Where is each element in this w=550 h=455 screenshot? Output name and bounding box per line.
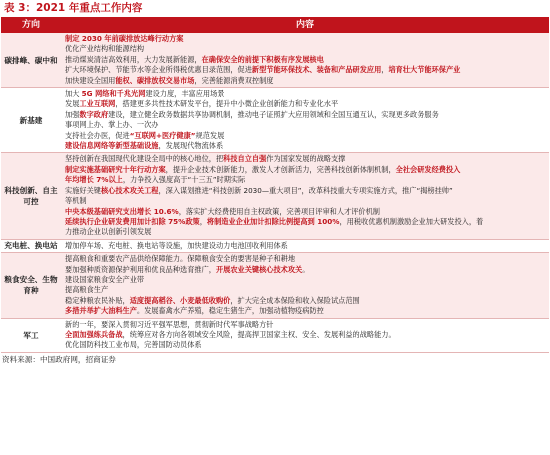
highlight-text: 延续执行企业研发费用加计扣除 75%政策 [65, 216, 200, 226]
highlight-text: 将制造业企业加计扣除比例提高到 100% [206, 216, 340, 226]
content-line [65, 175, 546, 185]
content-text: 实施好关键 [65, 185, 101, 195]
highlight-text: 开展农业关键核心技术攻关 [215, 264, 303, 274]
content-line [65, 65, 546, 75]
table-row [1, 253, 549, 318]
content-text: 建设力度，丰富应用场景 [145, 89, 225, 99]
highlight-text: 制定实施基础研究十年行动方案 [65, 164, 166, 174]
content-text: 加大 [65, 89, 82, 99]
content-line [65, 154, 546, 164]
content-text: 优化国防科技工业布局，完善国防动员体系 [65, 340, 202, 350]
content-line [65, 44, 546, 54]
table-row [1, 33, 549, 88]
content-text: 加快建设全国用 [65, 75, 116, 85]
content-text: 力推动企业以创新引领发展 [65, 227, 152, 237]
highlight-text: 数字政府 [79, 109, 109, 119]
content-line [65, 196, 546, 206]
header-content: 内容 [61, 17, 549, 33]
row-category: 充电桩、换电站 [1, 239, 61, 252]
content-text: 扩大环境保护、节能节水等企业所得税优惠目录范围，促进 [65, 65, 252, 75]
content-text: ， [381, 65, 389, 75]
row-category: 粮食安全、生物育种 [1, 253, 61, 318]
header-direction: 方向 [1, 17, 61, 33]
row-category: 新基建 [1, 88, 61, 153]
highlight-text: 适度提高稻谷、小麦最低收购价 [129, 295, 231, 305]
content-line [65, 330, 546, 340]
content-text: 建设，建立健全政务数据共享协调机制，推动电子证照扩大应用领域和全国互通互认，实现更多政务服务 [108, 109, 439, 119]
content-text: ， [199, 216, 207, 226]
row-content [61, 239, 549, 252]
highlight-text: 全面加强练兵备战 [65, 329, 123, 339]
row-content [61, 88, 549, 153]
content-text: 提高粮食生产 [65, 285, 109, 295]
source-note: 资料来源：中国政府网，招商证券 [2, 354, 116, 364]
content-text: ，搭建更多共性技术研发平台，提升中小微企业创新能力和专业化水平 [115, 99, 339, 109]
content-text: 。 [302, 264, 310, 274]
content-line [65, 296, 546, 306]
highlight-text: “互联网+医疗健康” [129, 130, 196, 140]
content-line [65, 227, 546, 237]
content-text: 优化产业结构和能源结构 [65, 44, 145, 54]
content-line [65, 131, 546, 141]
content-text: ，深入谋划推进“科技创新 2030—重大项目”，改革科技重大专项实施方式，推广“揭榜挂帅” [158, 185, 453, 195]
highlight-text: 培育壮大节能环保产业 [388, 65, 461, 75]
content-text: 要加强种质资源保护利用和优良品种选育推广， [65, 264, 216, 274]
highlight-text: 新型节能环保技术、装备和产品研发应用 [251, 65, 382, 75]
content-line [65, 217, 546, 227]
content-text: 新的一年，要深入贯彻习近平强军思想，贯彻新时代军事战略方针 [65, 319, 274, 329]
highlight-text: 能权、碳排放权交易市场 [115, 75, 195, 85]
content-line [65, 320, 546, 330]
row-content [61, 318, 549, 352]
table-header-row [1, 17, 549, 33]
highlight-text: 全社会研发经费投入 [395, 164, 461, 174]
content-text: 发展 [65, 99, 80, 109]
content-text: 建设国家粮食安全产业带 [65, 274, 145, 284]
highlight-text: 在确保安全的前提下积极有序发展核电 [201, 54, 324, 64]
content-text: ，完善能源消费双控制度 [194, 75, 274, 85]
row-content [61, 153, 549, 239]
highlight-text: 核心技术攻关工程 [100, 185, 159, 195]
content-line [65, 34, 546, 44]
content-text: ，扩大完全成本保险和收入保险试点范围 [230, 295, 360, 305]
table-row [1, 153, 549, 239]
content-text: 增加停车场、充电桩、换电站等设施，加快建设动力电池回收利用体系 [65, 240, 288, 250]
highlight-text: 工业互联网 [79, 99, 116, 109]
row-content [61, 33, 549, 88]
content-line [65, 241, 546, 251]
content-text: ，统筹应对各方向各领域安全风险，提高捍卫国家主权、安全、发展利益的战略能力。 [122, 329, 396, 339]
table-row [1, 318, 549, 352]
content-text: 坚持创新在我国现代化建设全局中的核心地位，把 [65, 154, 224, 164]
work-plan-table [1, 17, 549, 353]
content-line [65, 306, 546, 316]
content-line [65, 275, 546, 285]
highlight-text: 多措并举扩大油料生产 [65, 306, 137, 316]
content-text: 加强 [65, 109, 80, 119]
table-row [1, 88, 549, 153]
content-text: ，用税收优惠机制激励企业加大研发投入，着 [339, 216, 484, 226]
content-text: 支持社会办医，促进 [65, 130, 130, 140]
highlight-text: 科技自立自强 [223, 154, 267, 164]
content-line [65, 120, 546, 130]
content-text: 推动煤炭清洁高效利用，大力发展新能源， [65, 54, 202, 64]
highlight-text: 年均增长 7%以上 [65, 175, 123, 185]
content-line [65, 141, 546, 151]
row-content [61, 253, 549, 318]
content-line [65, 207, 546, 217]
content-text: 提高粮食和重要农产品供给保障能力。保障粮食安全的要害是种子和耕地 [65, 254, 296, 264]
content-text: ，发展现代物流体系 [158, 141, 224, 151]
row-category: 科技创新、自主可控 [1, 153, 61, 239]
content-text: 稳定种粮农民补贴， [65, 295, 130, 305]
content-line [65, 285, 546, 295]
content-line [65, 89, 546, 99]
content-line [65, 265, 546, 275]
content-line [65, 55, 546, 65]
content-line [65, 340, 546, 350]
content-line [65, 165, 546, 175]
table-row [1, 239, 549, 252]
content-text: 事项网上办、掌上办、一次办 [65, 120, 159, 130]
content-line [65, 99, 546, 109]
content-line [65, 76, 546, 86]
row-category: 碳排峰、碳中和 [1, 33, 61, 88]
highlight-text: 中央本级基础研究支出增长 10.6% [65, 206, 179, 216]
content-line [65, 186, 546, 196]
table-body [1, 33, 549, 352]
content-text: ，力争投入强度高于“十三五”时期实际 [122, 175, 246, 185]
content-text: 作为国家发展的战略支撑 [266, 154, 346, 164]
table-title: 表 3：2021 年重点工作内容 [4, 2, 143, 14]
content-text: ，落实扩大经费使用自主权政策，完善项目评审和人才评价机制 [178, 206, 380, 216]
highlight-text: 制定 2030 年前碳排放达峰行动方案 [65, 34, 184, 43]
highlight-text: 建设信息网络等新型基础设施 [65, 141, 159, 151]
content-text: 。发展畜禽水产养殖，稳定生猪生产，加强动植物疫病防控 [136, 306, 324, 316]
highlight-text: 5G 网络和千兆光网 [81, 89, 146, 99]
row-category: 军工 [1, 318, 61, 352]
content-text: 规范发展 [195, 130, 225, 140]
content-line [65, 110, 546, 120]
content-line [65, 254, 546, 264]
content-text: 等机制 [65, 196, 87, 206]
content-text: ，提升企业技术创新能力，激发人才创新活力，完善科技创新体制机制， [165, 164, 396, 174]
